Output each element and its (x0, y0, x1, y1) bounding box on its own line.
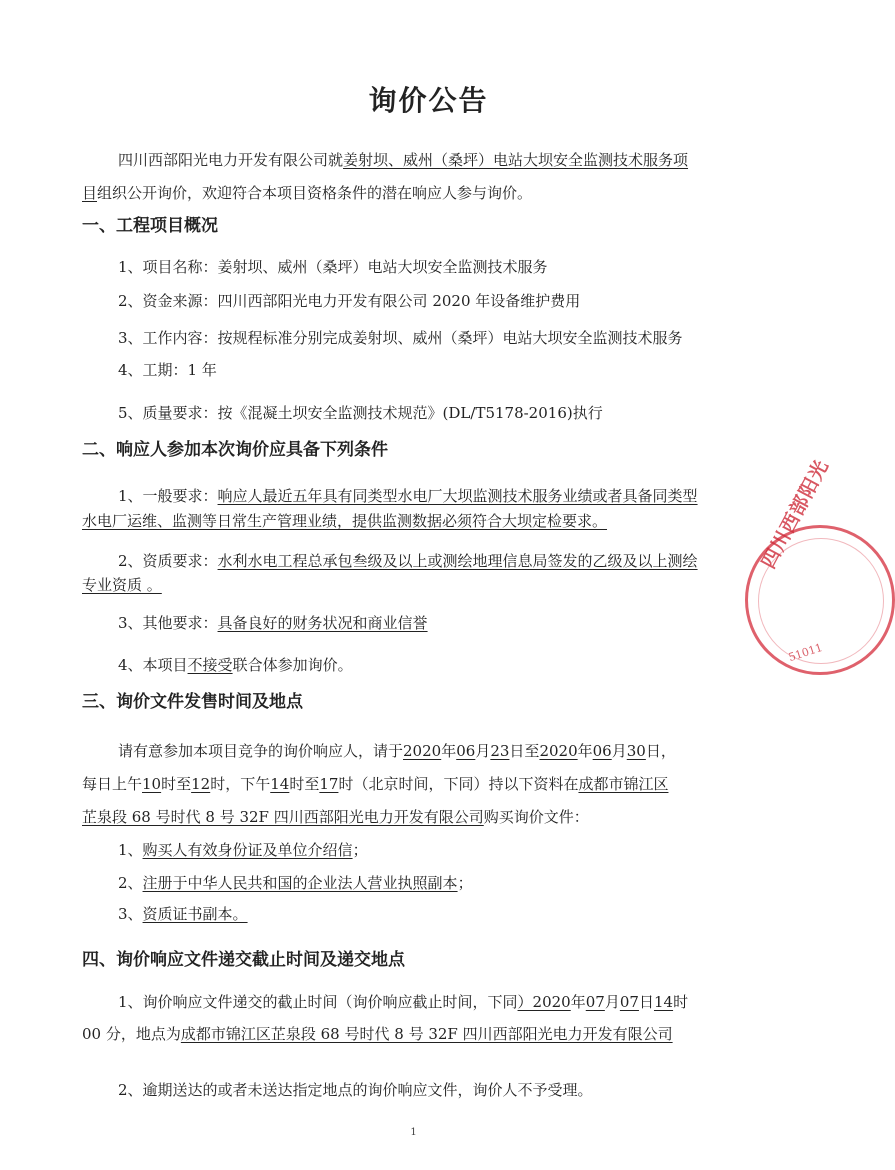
item-number: 1、 (118, 841, 143, 859)
section-3-para-line-1 (118, 741, 676, 761)
section-1-item-5: 5、质量要求：按《混凝土坝安全监测技术规范》(DL/T5178-2016)执行 (118, 404, 603, 422)
item-value: 专业资质 。 (82, 576, 162, 594)
section-3-heading: 三、询价文件发售时间及地点 (82, 692, 303, 712)
section-1-item-4: 4、工期：1 年 (118, 361, 217, 379)
item-value: 水利水电工程总承包叁级及以上或测绘地理信息局签发的乙级及以上测绘 (217, 552, 698, 570)
item-value: 具备良好的财务状况和商业信誉 (217, 614, 428, 632)
section-1-item-3: 3、工作内容：按规程标准分别完成姜射坝、威州（桑坪）电站大坝安全监测技术服务 (118, 329, 683, 347)
section-1-heading: 一、工程项目概况 (82, 216, 218, 236)
date-day: 23 (490, 742, 510, 760)
item-value: 水电厂运维、监测等日常生产管理业绩，提供监测数据必须符合大坝定检要求。 (82, 512, 608, 530)
section-2-item-1-line-1 (118, 486, 698, 506)
location: 芷泉段 68 号时代 8 号 32F 四川西部阳光电力开发有限公司 (82, 808, 484, 826)
text: 时 (673, 993, 689, 1011)
section-2-item-1-line-2 (82, 511, 607, 531)
intro-text: 组织公开询价，欢迎符合本项目资格条件的潜在响应人参与询价。 (97, 184, 533, 202)
intro-line-1 (118, 150, 688, 170)
location: 成都市锦江区 (578, 775, 669, 793)
text: 日至 (509, 742, 540, 760)
section-4-para-line-2 (82, 1024, 673, 1044)
text: 年 (570, 993, 586, 1011)
section-4-para-line-1 (118, 992, 688, 1012)
item-value: 资质证书副本。 (142, 905, 248, 923)
text: 年 (577, 742, 593, 760)
text: 时，下午 (210, 775, 271, 793)
text: 每日上午 (82, 775, 143, 793)
seal-number: 51011 (786, 640, 825, 665)
item-number: 3、 (118, 905, 143, 923)
location: 成都市锦江区芷泉段 68 号时代 8 号 32F 四川西部阳光电力开发有限公司 (180, 1025, 673, 1043)
date-year: 2020 (403, 742, 442, 760)
item-value: 不接受 (187, 656, 233, 674)
text: 1、询价响应文件递交的截止时间（询价响应截止时间，下同 (118, 993, 518, 1011)
section-4-heading: 四、询价响应文件递交截止时间及递交地点 (82, 950, 405, 970)
intro-company: 四川西部阳光电力开发有限公司就 (118, 151, 344, 169)
text: 月 (604, 993, 620, 1011)
text: 月 (475, 742, 491, 760)
item-number: 2、 (118, 874, 143, 892)
section-2-item-2-line-2 (82, 575, 162, 595)
item-value: 注册于中华人民共和国的企业法人营业执照副本 (142, 874, 458, 892)
intro-line-2 (82, 183, 532, 203)
section-1-item-1: 1、项目名称：姜射坝、威州（桑坪）电站大坝安全监测技术服务 (118, 258, 548, 276)
item-label: 1、一般要求： (118, 487, 218, 505)
intro-project-name: 姜射坝、威州（桑坪）电站大坝安全监测技术服务项 (343, 151, 689, 169)
date-day: 07 (619, 993, 639, 1011)
section-2-item-2-line-1 (118, 551, 698, 571)
doc-item-2 (118, 873, 473, 893)
page-number: 1 (410, 1127, 417, 1138)
hour: 12 (191, 775, 211, 793)
text: 时至 (289, 775, 320, 793)
date-day: 30 (626, 742, 646, 760)
section-4-para-2: 2、逾期送达的或者未送达指定地点的询价响应文件，询价人不予受理。 (118, 1081, 593, 1099)
section-2-heading: 二、响应人参加本次询价应具备下列条件 (82, 440, 388, 460)
company-seal (745, 455, 895, 675)
text: 购买询价文件： (483, 808, 589, 826)
section-1-item-2: 2、资金来源：四川西部阳光电力开发有限公司 2020 年设备维护费用 (118, 292, 581, 310)
section-2-item-3 (118, 613, 428, 633)
text: ； (352, 841, 368, 859)
text: 年 (441, 742, 457, 760)
hour: 10 (142, 775, 162, 793)
text: 时（北京时间，下同）持以下资料在 (338, 775, 579, 793)
hour: 17 (319, 775, 339, 793)
date-month: 07 (585, 993, 605, 1011)
item-label: 3、其他要求： (118, 614, 218, 632)
page-title: 询价公告 (368, 84, 489, 117)
text: ； (457, 874, 473, 892)
date-year: ）2020 (517, 993, 571, 1011)
date-year: 2020 (539, 742, 578, 760)
section-2-item-4 (118, 655, 353, 675)
item-text: 联合体参加询价。 (232, 656, 353, 674)
text: 00 分，地点为 (82, 1025, 181, 1043)
seal-text: 四川西部阳光 (757, 455, 834, 573)
date-month: 06 (592, 742, 612, 760)
text: 时至 (161, 775, 192, 793)
doc-item-3 (118, 904, 248, 924)
text: 请有意参加本项目竞争的询价响应人，请于 (118, 742, 404, 760)
item-value: 响应人最近五年具有同类型水电厂大坝监测技术服务业绩或者具备同类型 (217, 487, 698, 505)
doc-item-1 (118, 840, 368, 860)
section-3-para-line-3 (82, 807, 589, 827)
text: 月 (611, 742, 627, 760)
hour: 14 (653, 993, 674, 1011)
date-month: 06 (456, 742, 476, 760)
section-3-para-line-2 (82, 774, 668, 794)
text: 日， (645, 742, 676, 760)
intro-project-name-end: 目 (82, 184, 98, 202)
item-text: 4、本项目 (118, 656, 188, 674)
item-label: 2、资质要求： (118, 552, 218, 570)
hour: 14 (270, 775, 290, 793)
text: 日 (638, 993, 654, 1011)
item-value: 购买人有效身份证及单位介绍信 (142, 841, 353, 859)
